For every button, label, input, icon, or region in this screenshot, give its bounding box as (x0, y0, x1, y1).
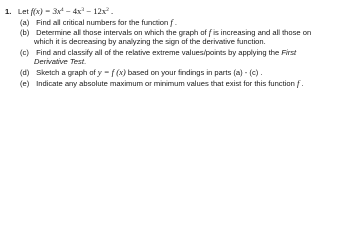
problem-1 (0, 0, 350, 101)
part-b-label: (b) (20, 28, 30, 37)
problem-number: 1. (5, 7, 12, 16)
problem-statement (18, 7, 113, 16)
part-a-text: Find all critical numbers for the function (36, 18, 171, 27)
function-expression: $f(x) = 3x^4 - 4x^3 - 12x^2$ . (30, 6, 114, 16)
intro-text: Let (18, 7, 29, 16)
part-c-line1: (c) Find and classify all of the relative extreme values/points by applying the First (20, 48, 297, 57)
part-a: (a) Find all critical numbers for the function f . (20, 17, 177, 27)
part-e: (e) Indicate any absolute maximum or minimum values that exist for this function f . (20, 78, 304, 88)
part-c-line2: Derivative Test. (34, 57, 87, 66)
part-b-line1: (b) Determine all those intervals on which the graph of f is increasing and all those on (20, 27, 312, 37)
part-c-label: (c) (20, 48, 29, 57)
part-d-label: (d) (20, 68, 30, 77)
part-e-label: (e) (20, 79, 30, 88)
part-d: (d) Sketch a graph of y = f (x) based on your findings in parts (a) - (c) . (20, 67, 263, 77)
part-b-line2: which it is decreasing by analyzing the sign of the derivative function. (34, 37, 266, 46)
part-a-label: (a) (20, 18, 30, 27)
